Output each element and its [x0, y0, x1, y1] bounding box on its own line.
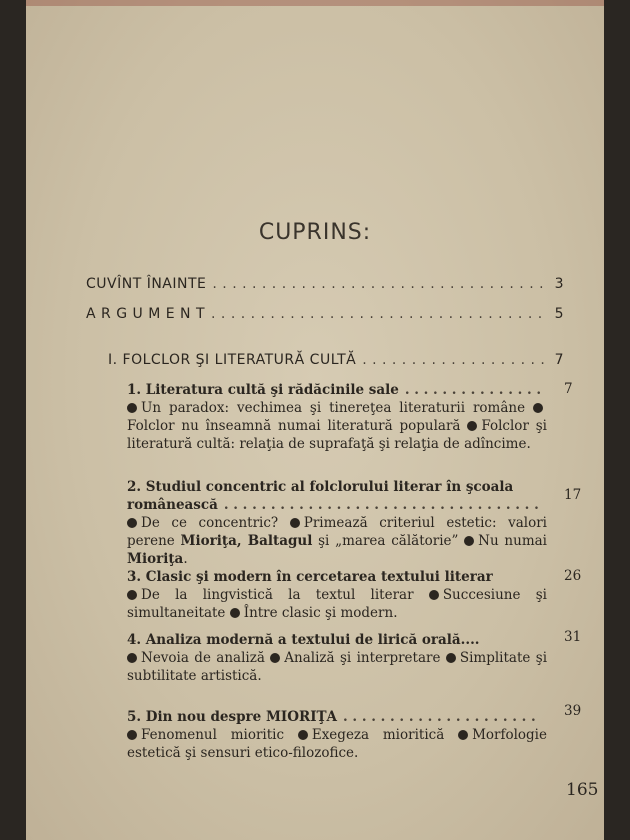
dot-leader [224, 496, 541, 514]
dot-leader [211, 306, 549, 322]
toc-entry-4 [127, 631, 547, 685]
dot-leader [212, 276, 548, 292]
entry-title: 4. Analiza modernă a textului de lirică orală.... [127, 632, 480, 648]
entry-summary: De ce concentric? Primează criteriul estetic: valori perene Mioriţa, Baltagul şi „marea călătorie” Nu numai Mioriţa. [127, 515, 547, 567]
bullet-icon [230, 608, 240, 618]
toc-label: CUVÎNT ÎNAINTE [86, 276, 207, 292]
entry-page: 17 [564, 487, 582, 503]
bullet-icon [429, 590, 439, 600]
entry-summary: Fenomenul mioritic Exegeza mioritică Morfologie estetică şi sensuri etico-filozofice. [127, 727, 547, 761]
page-top-edge [26, 0, 604, 6]
bullet-icon [290, 518, 300, 528]
book-page [26, 0, 604, 840]
toc-page: 5 [554, 306, 564, 322]
entry-title: 1. Literatura cultă şi rădăcinile sale [127, 382, 399, 398]
entry-summary: De la lingvistică la textul literar Succesiune şi simultaneitate Între clasic şi modern. [127, 587, 548, 621]
bullet-icon [464, 536, 474, 546]
page-number: 165 [566, 780, 599, 800]
toc-page: 3 [554, 276, 564, 292]
toc-label: I. FOLCLOR ŞI LITERATURĂ CULTĂ [108, 352, 357, 368]
entry-title: 5. Din nou despre MIORIŢA [127, 709, 338, 725]
bullet-icon [127, 518, 137, 528]
toc-entry-3 [127, 568, 547, 622]
bullet-icon [298, 730, 308, 740]
toc-label: A R G U M E N T [86, 306, 206, 322]
toc-entry-5 [127, 708, 547, 762]
bullet-icon [127, 590, 137, 600]
entry-title: 2. Studiul concentric al folclorului literar în şcoala [127, 479, 514, 495]
page-title: CUPRINS: [258, 220, 372, 245]
toc-row-foreword [86, 276, 564, 292]
bullet-icon [127, 653, 137, 663]
entry-summary: Un paradox: vechimea şi tinereţea literaturii române Folclor nu înseamnă numai literatură populară Folclor şi literatură cultă: relaţia de suprafaţă şi relaţia de adîncime. [127, 400, 548, 452]
bullet-icon [270, 653, 280, 663]
toc-entry-1 [127, 381, 547, 453]
bullet-icon [127, 403, 137, 413]
bullet-icon [446, 653, 456, 663]
toc-entry-2 [127, 478, 547, 568]
toc-page: 7 [554, 352, 564, 368]
toc-row-section [108, 352, 564, 368]
bullet-icon [458, 730, 468, 740]
entry-page: 39 [564, 703, 582, 719]
entry-title: 3. Clasic şi modern în cercetarea textului literar [127, 569, 493, 585]
toc-row-argument [86, 306, 564, 322]
entry-page: 26 [564, 568, 582, 584]
entry-title-cont: românească [127, 497, 218, 513]
bullet-icon [127, 730, 137, 740]
entry-page: 31 [564, 629, 582, 645]
dot-leader [405, 381, 541, 399]
dot-leader [362, 352, 548, 368]
dot-leader [343, 708, 541, 726]
entry-page: 7 [564, 381, 573, 397]
bullet-icon [467, 421, 477, 431]
entry-summary: Nevoia de analiză Analiză şi interpretare Simplitate şi subtilitate artistică. [127, 650, 548, 684]
bullet-icon [533, 403, 543, 413]
